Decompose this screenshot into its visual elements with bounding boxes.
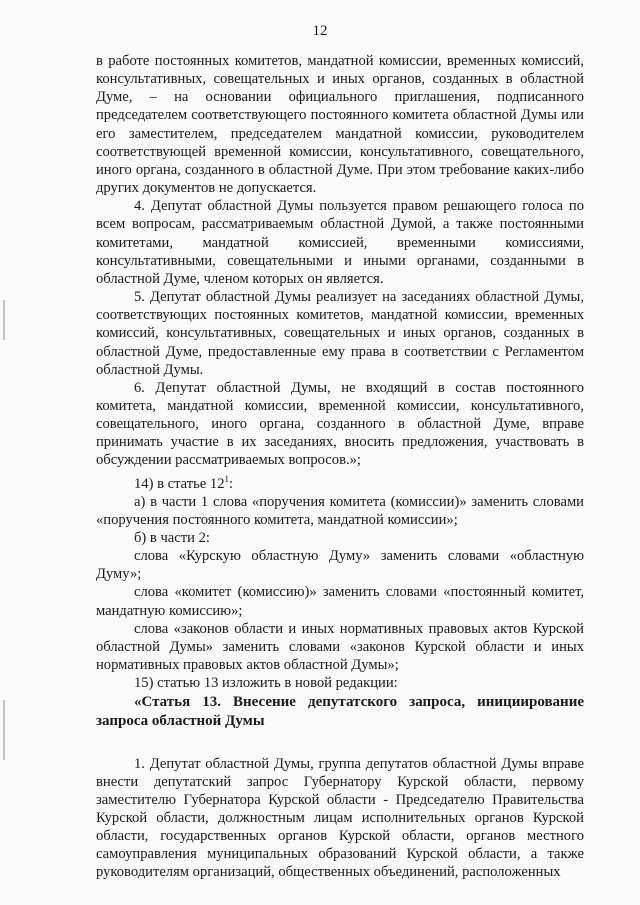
paragraph: б) в части 2: xyxy=(134,529,210,546)
paragraph: слова «Курскую областную Думу» заменить словами «областную Думу»; xyxy=(96,548,584,583)
spacer xyxy=(96,731,584,755)
paragraph: слова «законов области и иных нормативных правовых актов Курской областной Думы» заменить словами «законов Курской области и иных нормативных правовых актов областной Думы»; xyxy=(96,620,584,674)
paragraph: 5. Депутат областной Думы реализует на заседаниях областной Думы, соответствующих постоянных комитетов, мандатной комиссии, временных комиссий, консультативных, совещательных и иных органов, созданных в областной Думе, предоставленные ему права в соответствии с Регламентом областной Думы. xyxy=(96,289,584,378)
page-number: 12 xyxy=(312,23,328,39)
paragraph: 6. Депутат областной Думы, не входящий в состав постоянного комитета, мандатной комиссии, временной комиссии, консультативного, совещательного, иного органа, созданного в областной Думе, вправе принимать участие в их заседаниях, вносить предложения, участвовать в обсуждении рассматриваемых вопросов.»; xyxy=(96,379,584,469)
scan-edge-mark xyxy=(3,700,5,760)
paragraph: а) в части 1 слова «поручения комитета (комиссии)» заменить словами «поручения постоянного комитета, мандатной комиссии»; xyxy=(96,493,584,528)
paragraph: слова «комитет (комиссию)» заменить словами «постоянный комитет, мандатную комиссию»; xyxy=(96,584,584,619)
paragraph: 4. Депутат областной Думы пользуется правом решающего голоса по всем вопросам, рассматриваемым областной Думой, а также постоянными комитетами, мандатной комиссией, временными комиссиями, консультативными, совещательными и иными органами, созданными в областной Думе, членом которых он является. xyxy=(96,198,584,287)
superscript: 1 xyxy=(224,473,230,484)
paragraph-text: 14) в статье 12 xyxy=(134,475,225,492)
paragraph: в работе постоянных комитетов, мандатной комиссии, временных комиссий, консультативных, совещательных и иных органов, созданных в областной Думе, – на основании официального приглашения, подписанного председателем соответствующего постоянного комитета областной Думы или его заместителем, председателем мандатной комиссии, руководителем соответствующей временной комиссии, консультативного, совещательного, иного органа, созданного в областной Думе. При этом требование каких-либо других документов не допускается. xyxy=(96,53,584,197)
article-heading: «Статья 13. Внесение депутатского запроса, инициирование запроса областной Думы xyxy=(96,694,584,729)
paragraph: 1. Депутат областной Думы, группа депутатов областной Думы вправе внести депутатский запрос Губернатору Курской области, первому заместителю Губернатора Курской области - Председателю Правительства Курской области, должностным лицам исполнительных органов Курской области, государственных органов Курской области, органов местного самоуправления муниципальных образований Курской области, а также руководителям организаций, общественных объединений, расположенных xyxy=(96,755,584,881)
document-body xyxy=(96,52,584,882)
paragraph xyxy=(96,470,584,493)
paragraph: 15) статью 13 изложить в новой редакции: xyxy=(134,675,398,692)
scan-edge-mark xyxy=(3,300,5,340)
paragraph-text: : xyxy=(229,475,234,492)
